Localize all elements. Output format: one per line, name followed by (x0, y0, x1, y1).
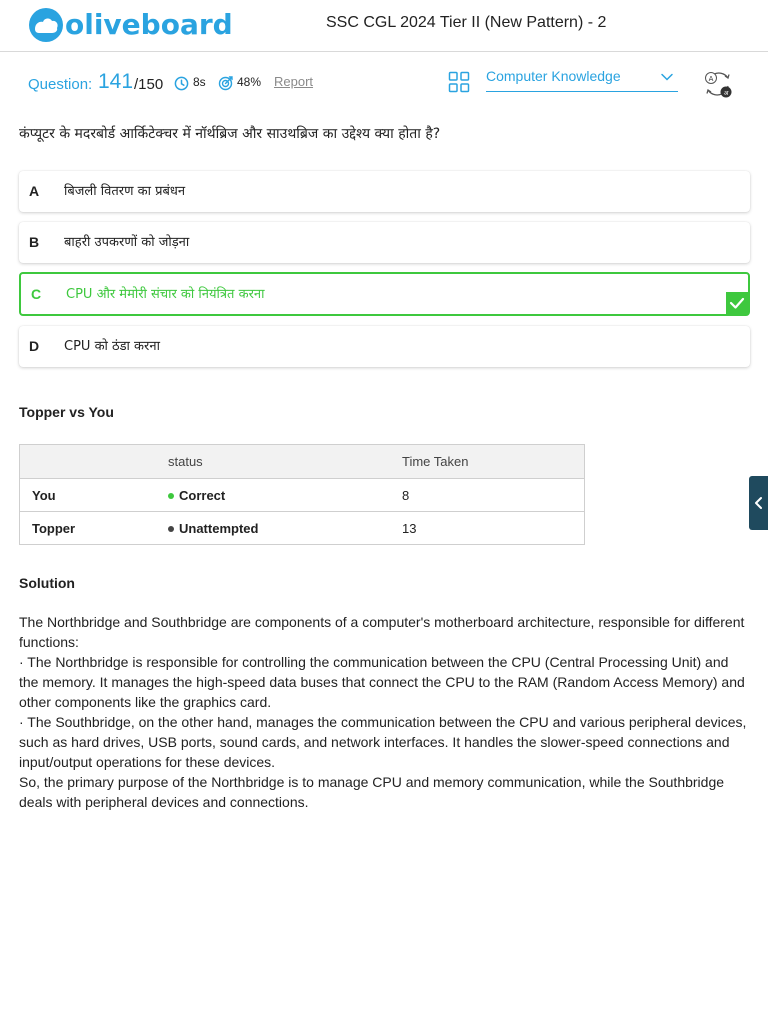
clock-icon (174, 76, 189, 91)
status-dot-icon (168, 493, 174, 499)
option-text: CPU को ठंडा करना (64, 339, 160, 354)
topper-vs-you-heading: Topper vs You (19, 404, 114, 420)
table-row (20, 478, 584, 511)
logo[interactable] (28, 7, 233, 43)
question-label: Question: (28, 76, 93, 93)
check-icon (726, 292, 748, 314)
status-cell (168, 521, 258, 536)
time-cell: 8 (402, 488, 410, 503)
solution-paragraph: The Northbridge and Southbridge are components of a computer's motherboard architecture, responsible for different functions: (19, 614, 745, 650)
header (0, 0, 768, 52)
logo-text: oliveboard (65, 8, 233, 41)
status-cell (168, 488, 225, 503)
question-bar (0, 64, 768, 104)
question-text: कंप्यूटर के मदरबोर्ड आर्किटेक्चर में नॉर्थब्रिज और साउथब्रिज का उद्देश्य क्या होता है? (19, 126, 441, 142)
status-dot-icon (168, 526, 174, 532)
chevron-left-icon (753, 495, 764, 511)
table-header-row (20, 445, 584, 478)
option-key: C (31, 286, 42, 302)
svg-text:A: A (708, 75, 714, 83)
report-link[interactable]: Report (274, 74, 314, 89)
option-text: बाहरी उपकरणों को जोड़ना (64, 235, 190, 250)
status-text: Correct (179, 488, 226, 503)
accuracy-value: 48% (237, 75, 262, 89)
option-d[interactable] (19, 326, 750, 367)
exam-title: SSC CGL 2024 Tier II (New Pattern) - 2 (326, 14, 607, 31)
solution-body (19, 612, 749, 812)
solution-paragraph: · The Northbridge is responsible for controlling the communication between the CPU (Central Processing Unit) and the memory. It manages the high-speed data buses that connect the CPU to the RAM (Random Access Memory) and other components like the graphics card. (19, 654, 745, 710)
target-icon (218, 75, 234, 91)
section-selected: Computer Knowledge (486, 68, 621, 84)
time-cell: 13 (402, 521, 417, 536)
table-row (20, 511, 584, 544)
option-key: B (29, 234, 40, 250)
row-label: Topper (32, 521, 76, 536)
option-key: D (29, 338, 40, 354)
row-label: You (32, 488, 56, 503)
question-total: /150 (134, 76, 164, 93)
oliveboard-logo-icon (28, 7, 64, 43)
status-text: Unattempted (179, 521, 259, 536)
question-number: 141 (98, 70, 134, 93)
option-a[interactable] (19, 171, 750, 212)
side-panel-toggle[interactable] (749, 476, 768, 530)
chevron-down-icon (660, 70, 674, 84)
option-b[interactable] (19, 222, 750, 263)
correct-badge (726, 292, 748, 314)
column-header-status: status (168, 454, 203, 469)
comparison-table (19, 444, 585, 545)
option-key: A (29, 183, 40, 199)
section-dropdown[interactable] (486, 66, 678, 92)
option-c[interactable] (19, 272, 750, 316)
time-spent: 8s (193, 75, 206, 89)
column-header-time: Time Taken (402, 454, 469, 469)
solution-paragraph: · The Southbridge, on the other hand, manages the communication between the CPU and various peripheral devices, such as hard drives, USB ports, sound cards, and network interfaces. It handles the slower-speed connections and input/output operations for these devices. (19, 714, 747, 770)
language-toggle-icon[interactable] (702, 68, 734, 100)
option-text: CPU और मेमोरी संचार को नियंत्रित करना (66, 287, 265, 302)
solution-heading: Solution (19, 575, 75, 591)
solution-paragraph: So, the primary purpose of the Northbridge is to manage CPU and memory communication, while the Southbridge deals with peripheral devices and connections. (19, 774, 725, 810)
option-text: बिजली वितरण का प्रबंधन (64, 184, 186, 199)
grid-icon[interactable] (448, 71, 470, 93)
svg-text:अ: अ (723, 90, 729, 97)
